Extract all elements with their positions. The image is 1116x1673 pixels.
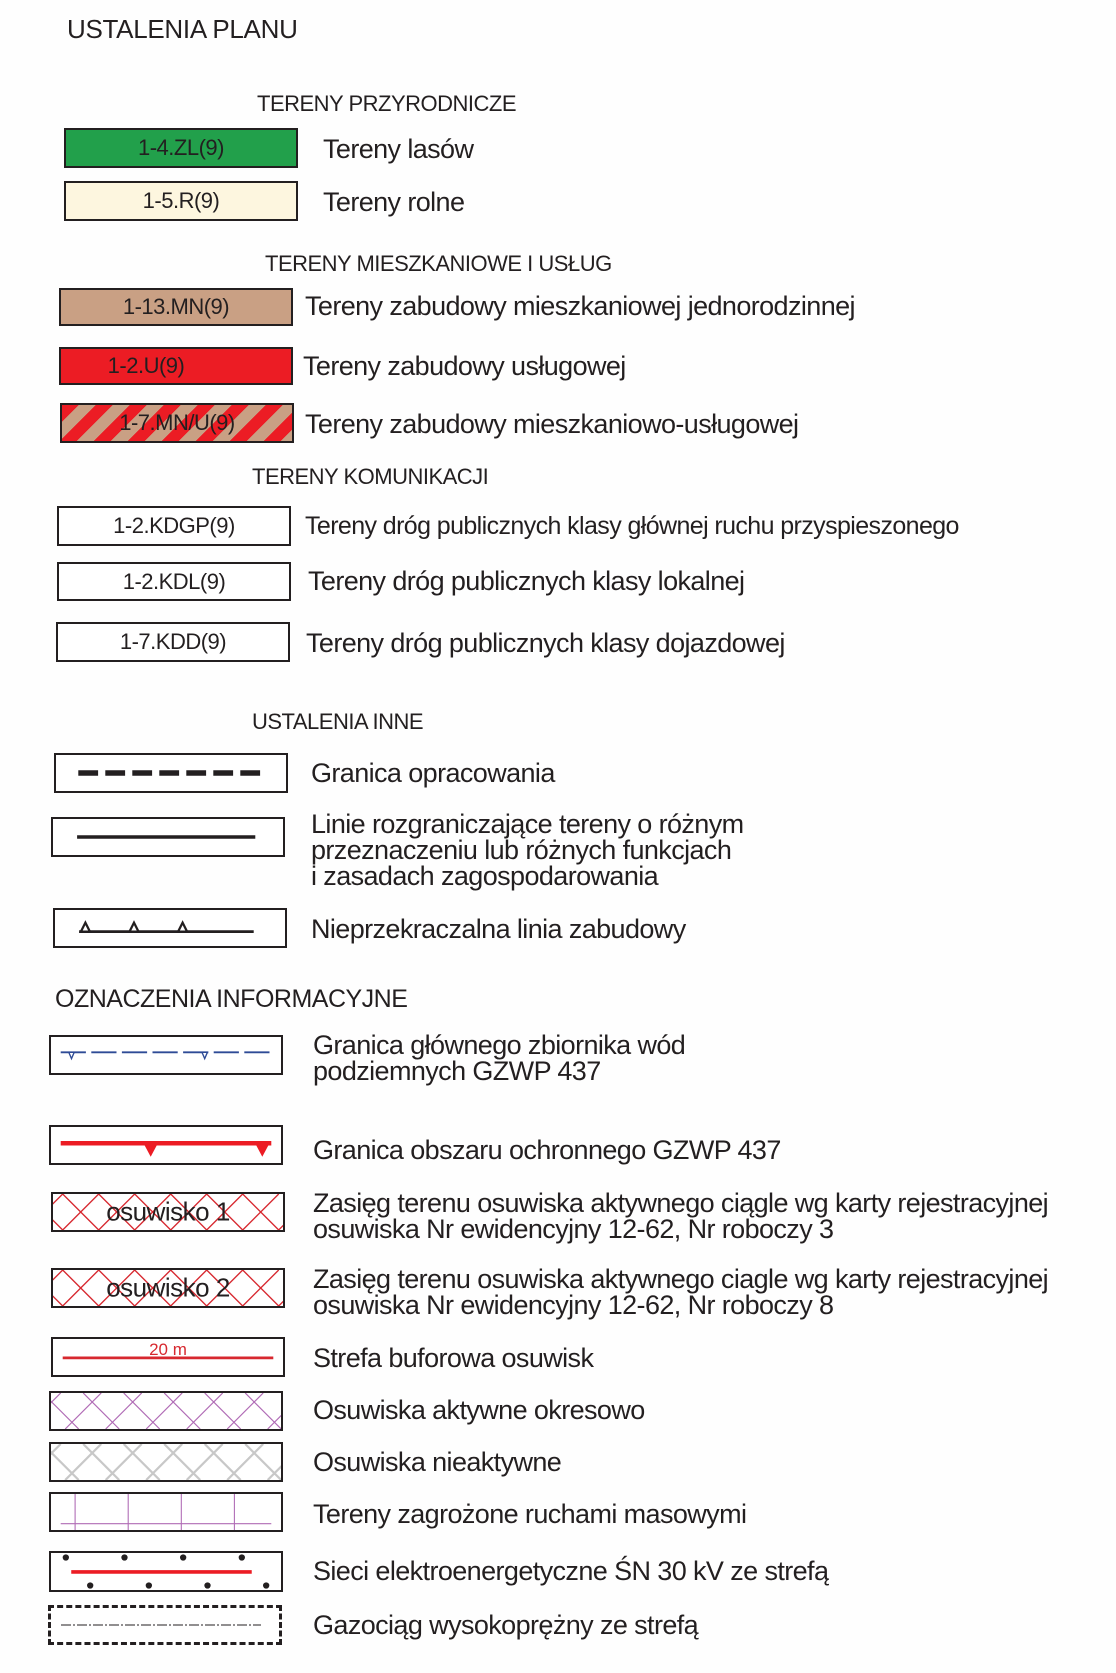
legend-label: Tereny zabudowy usługowej	[303, 351, 626, 381]
section-heading-inne: USTALENIA INNE	[252, 709, 424, 734]
symbol-protection-zone-boundary	[49, 1125, 283, 1165]
solid-line-icon	[53, 819, 283, 855]
legend-line: i zasadach zagospodarowania	[311, 861, 659, 891]
legend-label-multiline	[313, 1266, 1048, 1318]
legend-label: Sieci elektroenergetyczne ŚN 30 kV ze strefą	[313, 1556, 829, 1586]
section-heading-mieszkaniowe: TERENY MIESZKANIOWE I USŁUG	[265, 251, 612, 276]
swatch-code: 1-5.R(9)	[142, 188, 220, 213]
symbol-gzwp-boundary	[49, 1035, 283, 1075]
section-heading-przyrodnicze: TERENY PRZYRODNICZE	[257, 91, 517, 116]
section-heading-komunikacji: TERENY KOMUNIKACJI	[252, 464, 489, 489]
swatch-code: 1-4.ZL(9)	[138, 135, 224, 160]
symbol-inactive-landslides	[49, 1442, 283, 1482]
swatch-road-kdgp	[57, 506, 291, 546]
legend-label: Nieprzekraczalna linia zabudowy	[311, 914, 686, 944]
legend-label: Tereny zabudowy mieszkaniowej jednorodzinnej	[305, 291, 855, 321]
purple-grid-icon	[51, 1494, 281, 1530]
legend-title: USTALENIA PLANU	[67, 14, 298, 44]
legend-label-multiline	[313, 1190, 1048, 1242]
symbol-buffer-zone	[51, 1337, 285, 1377]
symbol-building-line	[53, 908, 287, 948]
purple-crosshatch-icon	[51, 1393, 281, 1429]
swatch-code: 1-2.KDGP(9)	[113, 513, 235, 538]
swatch-code: osuwisko 2	[106, 1272, 230, 1303]
symbol-power-line	[49, 1551, 283, 1592]
buffer-width-label: 20 m	[149, 1340, 187, 1359]
symbol-landslide-2	[51, 1268, 285, 1308]
section-heading-informacyjne: OZNACZENIA INFORMACYJNE	[55, 985, 408, 1013]
legend-label: Tereny rolne	[323, 187, 465, 217]
gas-line-icon	[51, 1608, 279, 1642]
grey-crosshatch-icon	[51, 1444, 281, 1480]
legend-line: osuwiska Nr ewidencyjny 12-62, Nr roboczy 3	[313, 1214, 834, 1244]
legend-line: podziemnych GZWP 437	[313, 1056, 601, 1086]
legend-line: Zasięg terenu osuwiska aktywnego ciagle wg karty rejestracyjnej	[313, 1264, 1049, 1294]
triangle-line-icon	[55, 910, 285, 946]
legend-label: Tereny dróg publicznych klasy lokalnej	[308, 566, 745, 596]
swatch-code: 1-2.KDL(9)	[122, 568, 226, 594]
legend-label: Tereny dróg publicznych klasy głównej ruchu przyspieszonego	[305, 512, 959, 540]
legend-line: Zasięg terenu osuwiska aktywnego ciągle wg karty rejestracyjnej	[313, 1188, 1049, 1218]
legend-label-multiline	[311, 811, 744, 889]
legend-line: Linie rozgraniczające tereny o różnym	[311, 809, 744, 839]
legend-label: Osuwiska aktywne okresowo	[313, 1395, 645, 1425]
symbol-study-boundary	[54, 753, 288, 793]
symbol-mass-movement-risk	[49, 1492, 283, 1532]
swatch-agricultural	[64, 181, 298, 221]
swatch-code: osuwisko 1	[106, 1196, 230, 1227]
swatch-code: 1-13.MN(9)	[122, 294, 230, 319]
legend-line: przeznaczeniu lub różnych funkcjach	[311, 835, 732, 865]
swatch-residential	[59, 288, 293, 326]
swatch-road-kdl	[57, 562, 291, 601]
legend-line: osuwiska Nr ewidencyjny 12-62, Nr roboczy 8	[313, 1290, 834, 1320]
dashed-line-icon	[56, 755, 286, 791]
symbol-gas-pipeline	[48, 1605, 282, 1645]
power-line-icon	[51, 1553, 281, 1590]
symbol-demarcation-line	[51, 817, 285, 857]
legend-label: Tereny zabudowy mieszkaniowo-usługowej	[305, 409, 799, 439]
swatch-code: 1-7.KDD(9)	[119, 629, 227, 654]
legend-label: Tereny dróg publicznych klasy dojazdowej	[306, 628, 785, 658]
legend-label: Tereny zagrożone ruchami masowymi	[313, 1499, 747, 1529]
swatch-code: 1-2.U(9)	[107, 353, 185, 378]
legend-label: Granica opracowania	[311, 758, 555, 788]
swatch-road-kdd	[56, 622, 290, 662]
legend-label-multiline	[313, 1032, 685, 1084]
swatch-mixed-residential-services	[60, 403, 294, 443]
swatch-code: 1-7.MN/U(9)	[119, 410, 235, 435]
legend-label: Granica obszaru ochronnego GZWP 437	[313, 1135, 781, 1165]
legend-label: Osuwiska nieaktywne	[313, 1447, 562, 1477]
blue-dashed-triangle-line-icon	[51, 1037, 281, 1073]
legend-line: Granica głównego zbiornika wód	[313, 1030, 686, 1060]
swatch-services	[59, 347, 293, 385]
symbol-landslide-1	[51, 1192, 285, 1232]
legend-label: Gazociąg wysokoprężny ze strefą	[313, 1610, 699, 1640]
swatch-forest	[64, 128, 298, 168]
symbol-periodic-landslides	[49, 1391, 283, 1431]
legend-label: Tereny lasów	[323, 134, 474, 164]
legend-label: Strefa buforowa osuwisk	[313, 1343, 594, 1373]
red-triangle-line-icon	[51, 1127, 281, 1163]
